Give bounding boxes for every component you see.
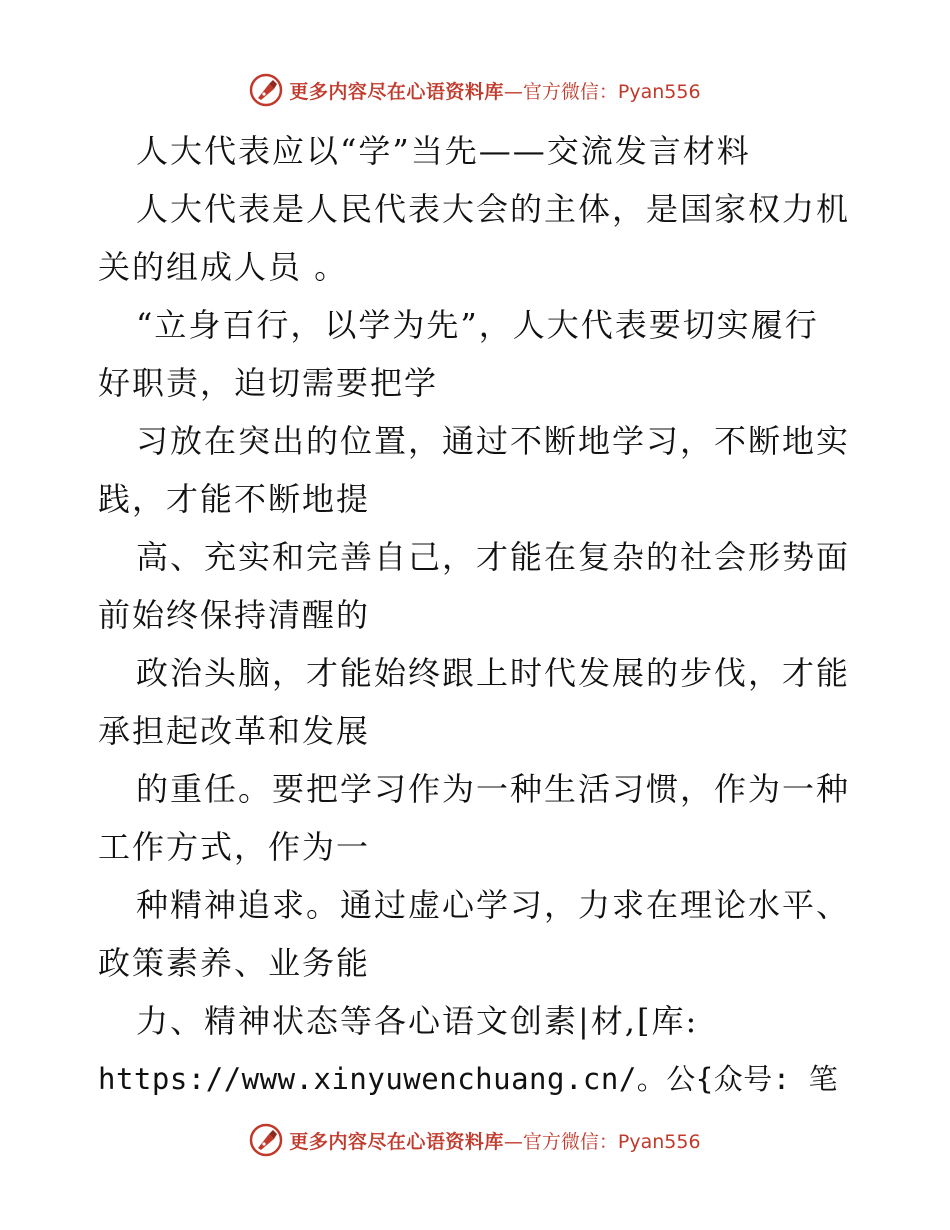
header-watermark xyxy=(0,70,950,110)
document-line: 力、精神状态等各心语文创素|材,[库: xyxy=(136,1002,699,1040)
header-watermark-contact: —官方微信：Pyan556 xyxy=(503,80,701,103)
footer-watermark-contact: —官方微信：Pyan556 xyxy=(503,1130,701,1153)
document-line: 政治头脑，才能始终跟上时代发展的步伐，才能 xyxy=(136,654,851,692)
document-line: 前始终保持清醒的 xyxy=(98,596,371,634)
document-line: 践，才能不断地提 xyxy=(98,480,371,518)
document-line: 政策素养、业务能 xyxy=(98,944,371,982)
document-line: 工作方式，作为一 xyxy=(98,828,371,866)
document-line: 关的组成人员 。 xyxy=(98,248,349,286)
document-line: 的重任。要把学习作为一种生活习惯，作为一种 xyxy=(136,770,851,808)
document-title: 人大代表应以“学”当先——交流发言材料 xyxy=(136,132,751,170)
footer-watermark-text: 更多内容尽在心语资料库 xyxy=(289,1130,504,1153)
header-watermark-text: 更多内容尽在心语资料库 xyxy=(289,80,504,103)
document-line: 习放在突出的位置，通过不断地学习，不断地实 xyxy=(136,422,851,460)
pen-nib-logo-icon xyxy=(249,73,283,107)
footer-watermark xyxy=(0,1120,950,1160)
document-line: 好职责，迫切需要把学 xyxy=(98,364,439,402)
pen-nib-logo-icon xyxy=(249,1123,283,1157)
document-line: 高、充实和完善自己，才能在复杂的社会形势面 xyxy=(136,538,851,576)
document-line: 承担起改革和发展 xyxy=(98,712,371,750)
document-line-url: https://www.xinyuwenchuang.cn/。公{众号: 笔 xyxy=(98,1062,839,1096)
document-line: 人大代表是人民代表大会的主体，是国家权力机 xyxy=(136,190,851,228)
document-line: 种精神追求。通过虚心学习，力求在理论水平、 xyxy=(136,886,851,924)
document-line: “立身百行，以学为先”，人大代表要切实履行 xyxy=(136,306,819,344)
document-body xyxy=(98,122,858,1108)
